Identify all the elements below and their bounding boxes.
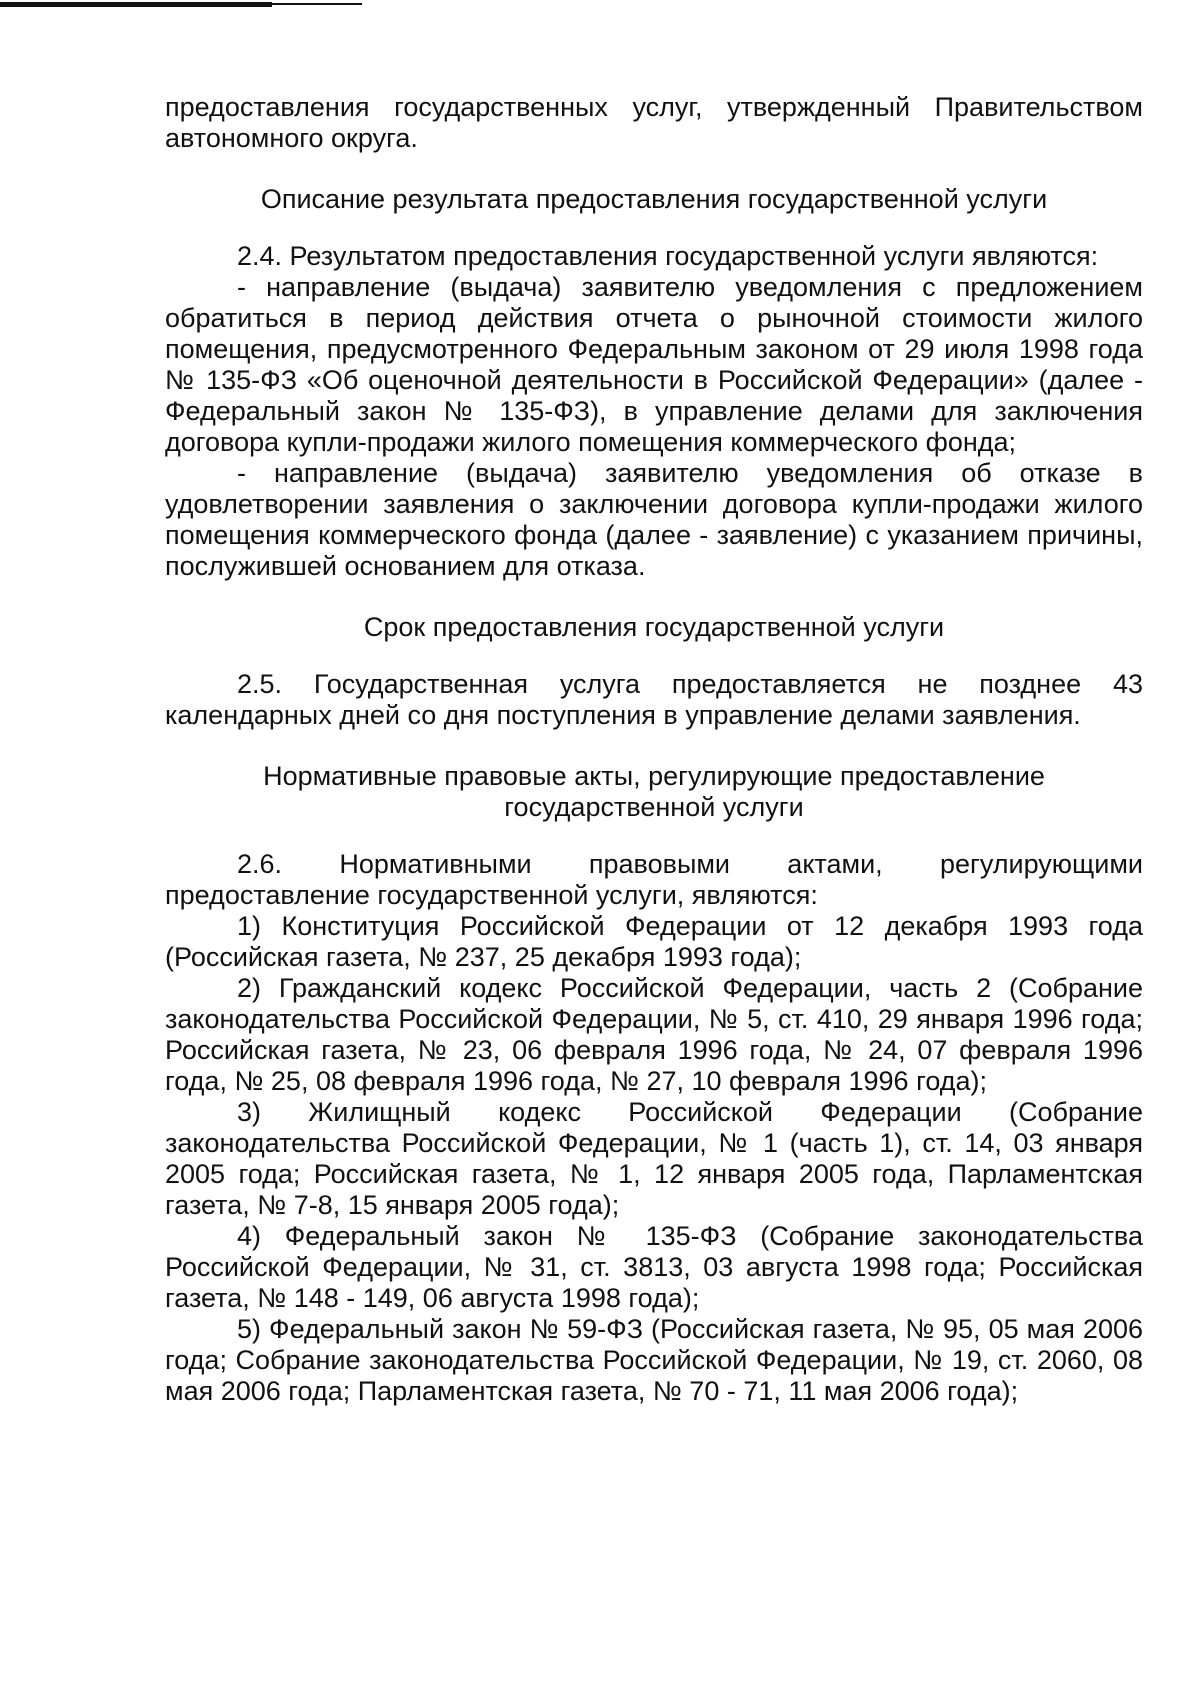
paragraph-2-5: 2.5. Государственная услуга предоставляется не позднее 43 календарных дней со дня поступления в управление делами заявления. bbox=[165, 669, 1143, 730]
header-rule-thick bbox=[0, 2, 272, 7]
section-heading-result: Описание результата предоставления государственной услуги bbox=[260, 184, 1048, 214]
paragraph-2-4: 2.4. Результатом предоставления государственной услуги являются: bbox=[237, 241, 1099, 271]
paragraph-2-6: 2.6. Нормативными правовыми актами, регулирующими предоставление государственной услуги, являются: bbox=[165, 849, 1143, 910]
list-item-housing-code: 3) Жилищный кодекс Российской Федерации (Собрание законодательства Российской Федерации, № 1 (часть 1), ст. 14, 03 января 2005 года; Российская газета, № 1, 12 января 2005 года, Парламентская газета, № 7-8, 15 января 2005 года); bbox=[165, 1097, 1143, 1220]
section-heading-term: Срок предоставления государственной услуги bbox=[363, 612, 945, 642]
list-item-refusal-notice: - направление (выдача) заявителю уведомления об отказе в удовлетворении заявления о заключении договора купли-продажи жилого помещения коммерческого фонда (далее - заявление) с указанием причины, послужившей основанием для отказа. bbox=[165, 458, 1143, 581]
list-item-federal-law-59: 5) Федеральный закон № 59-ФЗ (Российская газета, № 95, 05 мая 2006 года; Собрание законодательства Российской Федерации, № 19, ст. 2060, 08 мая 2006 года; Парламентская газета, № 70 - 71, 11 мая 2006 года); bbox=[165, 1314, 1143, 1406]
list-item-result-notice: - направление (выдача) заявителю уведомления с предложением обратиться в период действия отчета о рыночной стоимости жилого помещения, предусмотренного Федеральным законом от 29 июля 1998 года № 135-ФЗ «Об оценочной деятельности в Российской Федерации» (далее - Федеральный закон № 135-ФЗ), в управление делами для заключения договора купли-продажи жилого помещения коммерческого фонда; bbox=[165, 272, 1143, 457]
header-rule-thin bbox=[272, 3, 362, 5]
intro-paragraph: предоставления государственных услуг, утвержденный Правительством автономного округа. bbox=[165, 92, 1143, 153]
section-heading-legal-acts-line2: государственной услуги bbox=[504, 792, 804, 822]
list-item-federal-law-135: 4) Федеральный закон № 135-ФЗ (Собрание законодательства Российской Федерации, № 31, ст. 3813, 03 августа 1998 года; Российская газета, № 148 - 149, 06 августа 1998 года); bbox=[165, 1221, 1143, 1313]
section-heading-legal-acts bbox=[165, 761, 1143, 823]
section-heading-legal-acts-line1: Нормативные правовые акты, регулирующие предоставление bbox=[263, 761, 1045, 791]
document-page bbox=[165, 92, 1143, 1407]
list-item-constitution: 1) Конституция Российской Федерации от 12 декабря 1993 года (Российская газета, № 237, 25 декабря 1993 года); bbox=[165, 911, 1143, 972]
list-item-civil-code: 2) Гражданский кодекс Российской Федерации, часть 2 (Собрание законодательства Российской Федерации, № 5, ст. 410, 29 января 1996 года; Российская газета, № 23, 06 февраля 1996 года, № 24, 07 февраля 1996 года, № 25, 08 февраля 1996 года, № 27, 10 февраля 1996 года); bbox=[165, 973, 1143, 1096]
